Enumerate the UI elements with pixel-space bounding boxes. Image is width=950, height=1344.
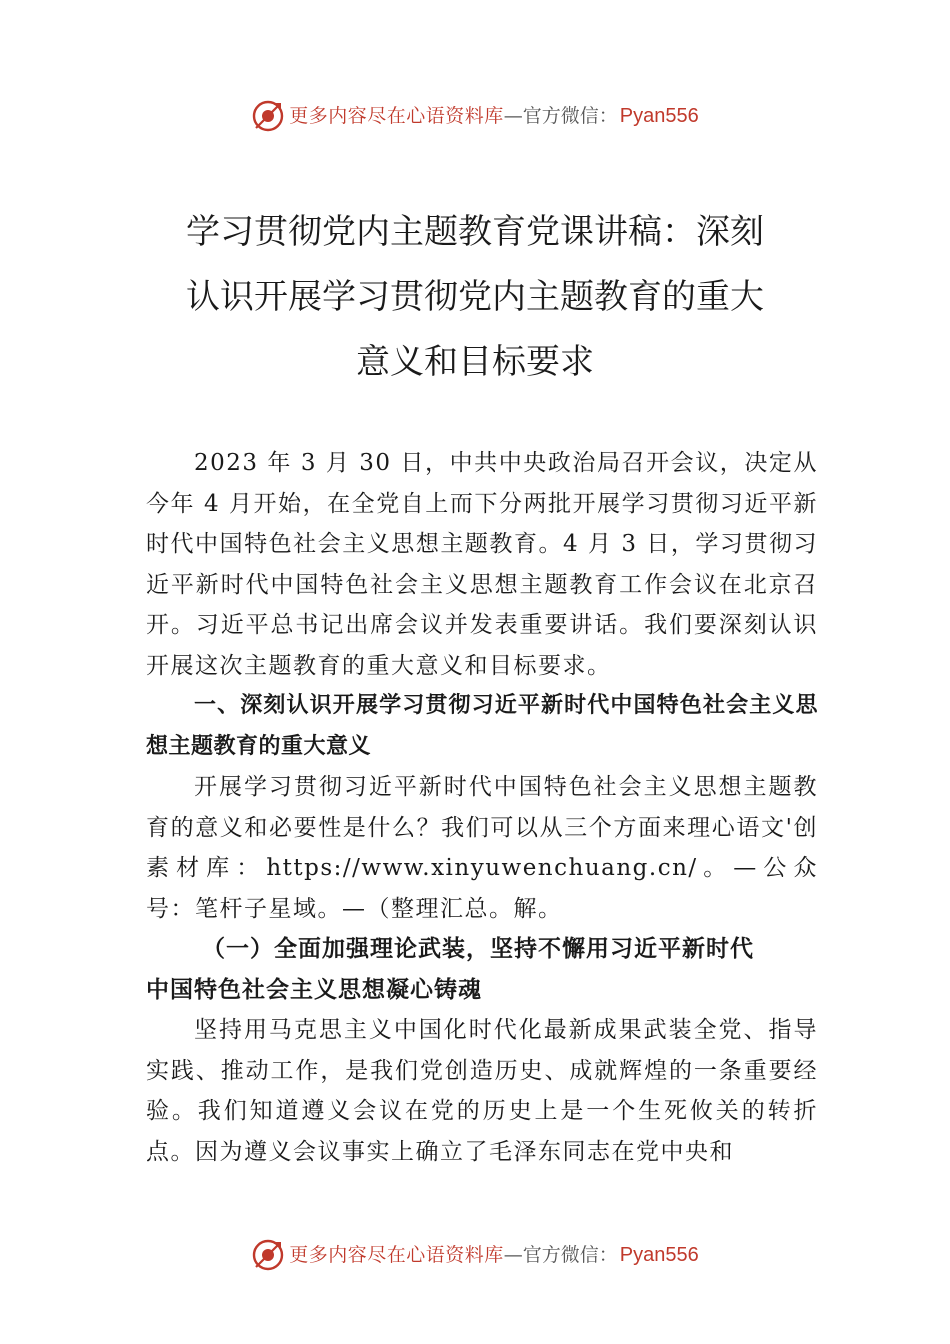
header-banner bbox=[0, 99, 950, 133]
intro-paragraph: 2023 年 3 月 30 日，中共中央政治局召开会议，决定从今年 4 月开始，在全党自上而下分两批开展学习贯彻习近平新时代中国特色社会主义思想主题教育。4 月 3 日，学习贯彻习近平新时代中国特色社会主义思想主题教育工作会议在北京召开。习近平总书记出席会议并发表重要讲话。我们要深刻认识开展这次主题教育的重大意义和目标要求。 bbox=[146, 450, 818, 679]
section-paragraph-1: 开展学习贯彻习近平新时代中国特色社会主义思想主题教育的意义和必要性是什么？我们可以从三个方面来理心语文'创素材库：https://www.xinyuwenchuang.cn/。—公众号：笔杆子星域。—（整理汇总。解。 bbox=[146, 774, 818, 922]
subsection-heading-line-1: （一）全面加强理论武装，坚持不懈用习近平新时代 bbox=[202, 935, 754, 962]
banner-wechat-label: —官方微信： bbox=[503, 105, 618, 127]
brand-logo-icon bbox=[251, 99, 285, 133]
title-line-2: 认识开展学习贯彻党内主题教育的重大 bbox=[186, 277, 764, 317]
banner-library-text: 更多内容尽在心语资料库 bbox=[289, 1244, 504, 1266]
banner-wechat-id: Pyan556 bbox=[619, 1244, 699, 1266]
subsection-paragraph-1: 坚持用马克思主义中国化时代化最新成果武装全党、指导实践、推动工作，是我们党创造历史、成就辉煌的一条重要经验。我们知道遵义会议在党的历史上是一个生死攸关的转折点。因为遵义会议事实上确立了毛泽东同志在党中央和 bbox=[146, 1017, 818, 1165]
subsection-heading-1 bbox=[146, 929, 818, 1010]
banner-wechat-id: Pyan556 bbox=[619, 105, 699, 127]
section-heading-1: 一、深刻认识开展学习贯彻习近平新时代中国特色社会主义思想主题教育的重大意义 bbox=[146, 693, 818, 759]
banner-library-text: 更多内容尽在心语资料库 bbox=[289, 105, 504, 127]
document-title bbox=[160, 200, 790, 395]
subsection-heading-line-2: 中国特色社会主义思想凝心铸魂 bbox=[146, 975, 482, 1003]
brand-logo-icon bbox=[251, 1238, 285, 1272]
document-body bbox=[146, 443, 818, 1172]
title-line-3: 意义和目标要求 bbox=[356, 342, 594, 382]
title-line-1: 学习贯彻党内主题教育党课讲稿：深刻 bbox=[186, 212, 764, 252]
banner-wechat-label: —官方微信： bbox=[503, 1244, 618, 1266]
footer-banner bbox=[0, 1238, 950, 1272]
